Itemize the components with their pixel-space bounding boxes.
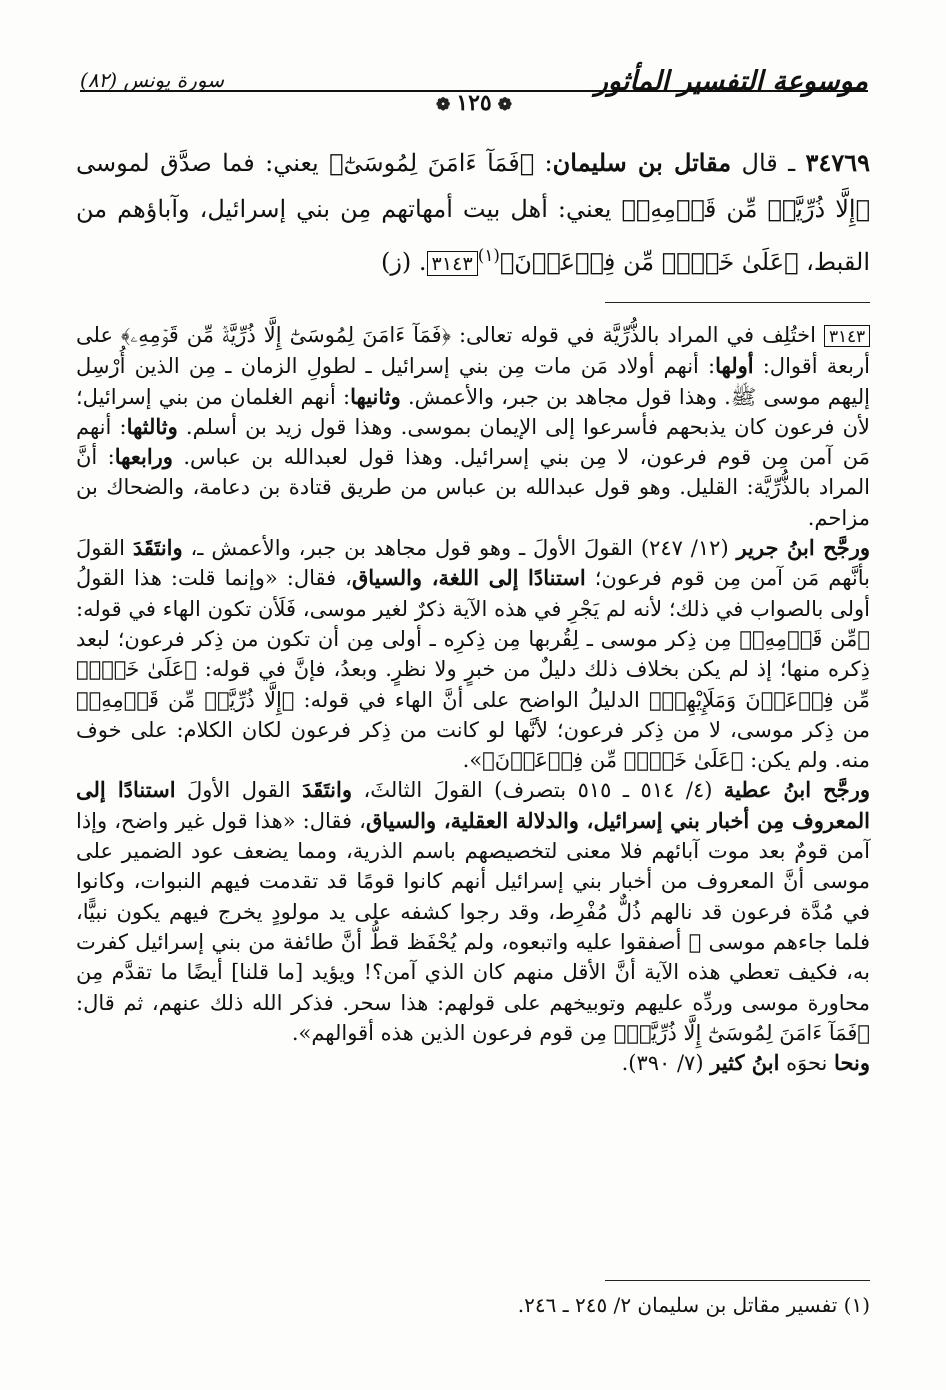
quran-quote: ﴿عَلَىٰ خَوۡفٖ مِّن فِرۡعَوۡنَ﴾ xyxy=(482,748,744,773)
quran-quote: ﴿فَمَآ ءَامَنَ لِمُوسَىٰٓ إِلَّا ذُرِّيَّةٞ مِّن قَوۡمِهِۦ﴾ xyxy=(121,323,451,347)
main-text xyxy=(76,140,870,287)
footnote: (١) تفسير مقاتل بن سليمان ٢/ ٢٤٥ ـ ٢٤٦. xyxy=(517,1293,870,1317)
ornament-icon: ❁ xyxy=(436,95,451,115)
note-paragraph: ٣١٤٣ اختُلِف في المراد بالذُّرِّيَّة في قوله تعالى: ﴿فَمَآ ءَامَنَ لِمُوسَىٰٓ إِلَّا ذُرِّيَّةٞ مِّن قَوۡمِهِۦ﴾ على أربعة أقوال: أولها: أنهم أولاد مَن مات مِن بني إسرائيل ـ لطولِ الزمان ـ مِن الذين أُرْسِل إليهم موسى ﷺ. وهذا قول مجاهد بن جبر، والأعمش. وثانيها: أنهم الغلمان من بني إسرائيل؛ لأن فرعون كان يذبحهم فأسرعوا إلى الإيمان بموسى. وهذا قول زيد بن أسلم. وثالثها: أنهم مَن آمن مِن قوم فرعون، لا مِن بني إسرائيل. وهذا قول لعبدالله بن عباس. ورابعها: أنَّ المراد بالذُّرِّيَّة: القليل. وهو قول عبدالله بن عباس من طريق قتادة بن دعامة، والضحاك بن مزاحم. xyxy=(76,323,871,530)
footnote-ref: (١) xyxy=(477,245,500,265)
narrator-name: مقاتل بن سليمان xyxy=(552,148,732,177)
note-ref-box: ٣١٤٣ xyxy=(427,251,478,276)
note-paragraph: ورجَّح ابنُ جرير (١٢/ ٢٤٧) القولَ الأولَ ـ وهو قول مجاهد بن جبر، والأعمش ـ، وانتَقَدَ القولَ بأنَّهم مَن آمن مِن قوم فرعون؛ استنادًا إلى اللغة، والسياق، فقال: «وإنما قلت: هذا القولُ أولى بالصواب في ذلك؛ لأنه لم يَجْرِ في هذه الآية ذكرٌ لغير موسى، فَلَأن تكون الهاء في قوله: ﴿مِّن قَوۡمِهِۦ﴾ مِن ذِكر موسى ـ لِقُربها مِن ذِكرِه ـ أولى مِن أن تكون من ذِكر فرعون؛ لبعد ذِكره منها؛ إذ لم يكن بخلاف ذلك دليلٌ من خبرٍ ولا نظرٍ. وبعدُ، فإنَّ في قوله: ﴿عَلَىٰ خَوۡفٖ مِّن فِرۡعَوۡنَ وَمَلَإِيْهِمۡ﴾ الدليلُ الواضح على أنَّ الهاء في قوله: ﴿إِلَّا ذُرِّيَّةٞ مِّن قَوۡمِهِۦ﴾ من ذِكر موسى، لا من ذِكر فرعون؛ لأنَّها لو كانت من ذِكر فرعون لكان الكلام: على خوف منه. ولم يكن: ﴿عَلَىٰ خَوۡفٖ مِّن فِرۡعَوۡنَ﴾». xyxy=(76,535,871,773)
ornament-icon: ❁ xyxy=(497,95,512,115)
notes-divider xyxy=(605,302,870,303)
quran-quote: ﴿مِّن قَوۡمِهِۦ﴾ xyxy=(739,626,871,651)
commentary-notes xyxy=(76,320,870,1078)
page-number: ١٢٥ xyxy=(456,90,492,116)
quran-quote: ﴿فَمَآ ءَامَنَ لِمُوسَىٰٓ﴾ xyxy=(329,149,535,177)
quran-quote: ﴿إِلَّا ذُرِّيَّةٞ مِّن قَوۡمِهِۦ﴾ xyxy=(621,195,870,223)
note-number-box: ٣١٤٣ xyxy=(824,325,870,347)
quran-quote: ﴿إِلَّا ذُرِّيَّةٞ مِّن قَوۡمِهِۦ﴾ xyxy=(76,687,295,712)
narration-paragraph: ٣٤٧٦٩ ـ قال مقاتل بن سليمان: ﴿فَمَآ ءَامَنَ لِمُوسَىٰٓ﴾ يعني: فما صدَّق لموسى ﴿إِلَّا ذُرِّيَّةٞ مِّن قَوۡمِهِۦ﴾ يعني: أهل بيت أمهاتهم مِن بني إسرائيل، وآباؤهم من القبط، ﴿عَلَىٰ خَوۡفٖ مِّن فِرۡعَوۡنَ﴾$^{(١)}$٣١٤٣. (ز) xyxy=(76,148,870,276)
quran-quote: ﴿عَلَىٰ خَوۡفٖ مِّن فِرۡعَوۡنَ﴾ xyxy=(499,248,799,276)
book-title: موسوعة التفسير المأثور xyxy=(594,66,868,97)
footnote-divider xyxy=(605,1280,870,1281)
header-divider xyxy=(80,90,868,92)
surah-label: سورة يونس (٨٢) xyxy=(80,68,225,92)
quran-quote: ﴿عَلَىٰ خَوۡفٖ مِّن فِرۡعَوۡنَ وَمَلَإِيْهِمۡ﴾ xyxy=(76,657,871,712)
narration-number: ٣٤٧٦٩ xyxy=(805,148,870,177)
note-paragraph: ورجَّح ابنُ عطية (٤/ ٥١٤ ـ ٥١٥ بتصرف) القولَ الثالثَ، وانتَقَدَ القول الأولَ استنادًا إلى المعروف مِن أخبار بني إسرائيل، والدلالة العقلية، والسياق، فقال: «هذا قول غير واضح، وإذا آمن قومٌ بعد موت آبائهم فلا معنى لتخصيصهم باسم الذرية، ومما يضعف عود الضمير على موسى أنَّ المعروف من أخبار بني إسرائيل أنهم كانوا قومًا قد تقدمت فيهم النبوات، وكانوا في مُدَّة فرعون قد نالهم ذُلٌّ مُفْرِط، وقد رجوا كشفه على يد مولودٍ يخرج فيهم يكون نبيًّا، فلما جاءهم موسى ﷺ أصفقوا عليه واتبعوه، ولم يُحْفَظ قطُّ أنَّ طائفة من بني إسرائيل كفرت به، فكيف تعطي هذه الآية أنَّ الأقل منهم كان الذي آمن؟! ويؤيد [ما قلنا] أيضًا ما تقدَّم مِن محاورة موسى وردِّه عليهم وتوبيخهم على قولهم: هذا سحر. فذكر الله ذلك عنهم، ثم قال: ﴿فَمَآ ءَامَنَ لِمُوسَىٰٓ إِلَّا ذُرِّيَّةٞ﴾ مِن قوم فرعون الذين هذه أقوالهم». xyxy=(76,777,870,1045)
quran-quote: ﴿فَمَآ ءَامَنَ لِمُوسَىٰٓ إِلَّا ذُرِّيَّةٞ﴾ xyxy=(613,1020,870,1045)
page-number-block xyxy=(430,90,518,116)
page-header xyxy=(80,64,868,122)
note-paragraph: ونحا نحوَه ابنُ كثير (٧/ ٣٩٠). xyxy=(621,1050,870,1076)
